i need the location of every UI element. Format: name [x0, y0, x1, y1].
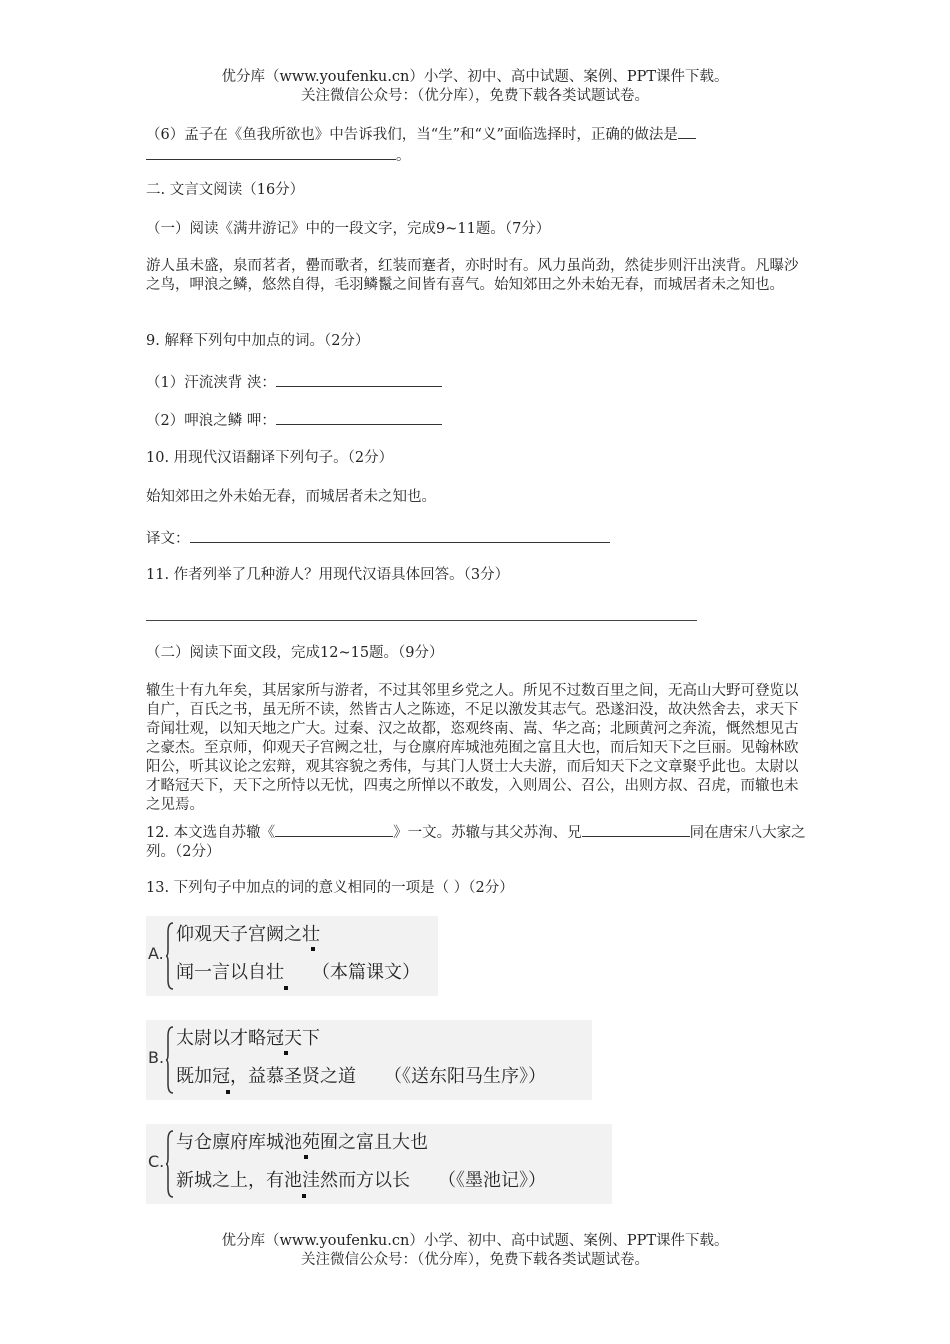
question-9-stem: 9. 解释下列句中加点的词。（2分）	[146, 333, 370, 349]
emphasis-dot	[284, 986, 288, 990]
emphasis-dot	[226, 1090, 230, 1094]
option-c-source: （《墨池记》）	[438, 1170, 546, 1191]
option-c-line-2	[176, 1166, 546, 1192]
option-c-line-2-text: 新城之上，有池洼然而方以长	[176, 1170, 410, 1191]
option-c-letter: C.	[148, 1152, 165, 1171]
question-11-stem: 11. 作者列举了几种游人？用现代汉语具体回答。（3分）	[146, 567, 510, 583]
part-2-passage: 辙生十有九年矣，其居家所与游者，不过其邻里乡党之人。所见不过数百里之间，无高山大野可登览以自广，百氏之书，虽无所不读，然皆古人之陈迹，不足以激发其志气。恐遂汩没，故决然舍去，求天下奇闻壮观，以知天地之广大。过秦、汉之故都，恣观终南、嵩、华之高；北顾黄河之奔流，慨然想见古之豪杰。至京师，仰观天子宫阙之壮，与仓廪府库城池苑囿之富且大也，而后知天下之巨丽。见翰林欧阳公，听其议论之宏辩，观其容貌之秀伟，与其门人贤士大夫游，而后知天下之文章聚乎此也。太尉以才略冠天下，天下之所恃以无忧，四夷之所惮以不敢发，入则周公、召公，出则方叔、召虎，而辙也未之见焉。	[146, 683, 799, 813]
footer-line-2: 关注微信公众号：（优分库），免费下载各类试题试卷。	[301, 1252, 649, 1268]
page-footer	[0, 1232, 950, 1270]
translation-blank	[190, 528, 610, 543]
option-a-line-2	[176, 958, 420, 984]
brace-icon	[166, 1026, 174, 1094]
question-6-end: 。	[396, 148, 411, 164]
header-line-2: 关注微信公众号：（优分库），免费下载各类试题试卷。	[301, 88, 649, 104]
option-b-line-1: 太尉以才略冠天下	[176, 1028, 320, 1049]
question-12-text-1: 12. 本文选自苏辙《	[146, 825, 276, 841]
question-11-answer-line	[146, 620, 697, 621]
option-a-line-1: 仰观天子宫阙之壮	[176, 924, 320, 945]
question-12-blank-2	[582, 822, 690, 837]
question-10-translation	[146, 528, 810, 549]
brace-icon	[166, 922, 174, 990]
question-9-item-1-blank	[276, 372, 442, 387]
emphasis-dot	[311, 947, 315, 951]
question-13-stem: 13. 下列句子中加点的词的意义相同的一项是（ ）（2分）	[146, 880, 514, 896]
section-2-title: 二. 文言文阅读（16分）	[146, 182, 305, 198]
question-12-text-2: 》一文。苏辙与其父苏洵、兄	[393, 825, 582, 841]
emphasis-dot	[304, 1155, 308, 1159]
question-10-sentence: 始知郊田之外未始无春，而城居者未之知也。	[146, 489, 436, 505]
question-9-item-2-blank	[276, 410, 442, 425]
question-9-item-2-text: （2）呷浪之鳞 呷：	[146, 413, 276, 429]
question-6-text: （6）孟子在《鱼我所欲也》中告诉我们，当“生”和“义”面临选择时，正确的做法是	[146, 127, 678, 143]
option-b[interactable]	[146, 1020, 592, 1100]
option-a-source: （本篇课文）	[312, 962, 420, 983]
option-c[interactable]	[146, 1124, 612, 1204]
page-header	[0, 68, 950, 106]
option-b-line-2-text: 既加冠，益慕圣贤之道	[176, 1066, 356, 1087]
option-a-letter: A.	[148, 944, 164, 963]
part-1-intro: （一）阅读《满井游记》中的一段文字，完成9~11题。（7分）	[146, 221, 551, 237]
question-9-item-1-text: （1）汗流浃背 浃：	[146, 375, 276, 391]
option-a[interactable]	[146, 916, 438, 996]
question-9-item-2	[146, 410, 810, 431]
option-b-line-2	[176, 1062, 546, 1088]
option-b-letter: B.	[148, 1048, 165, 1067]
option-a-line-2-text: 闻一言以自壮	[176, 962, 284, 983]
emphasis-dot	[284, 1051, 288, 1055]
part-1-passage: 游人虽未盛，泉而茗者，罍而歌者，红装而蹇者，亦时时有。风力虽尚劲，然徒步则汗出浃背。凡曝沙之鸟，呷浪之鳞，悠然自得，毛羽鳞鬣之间皆有喜气。始知郊田之外未始无春，而城居者未之知也。	[146, 258, 799, 293]
emphasis-dot	[302, 1194, 306, 1198]
header-line-1: 优分库（www.youfenku.cn）小学、初中、高中试题、案例、PPT课件下载。	[221, 69, 729, 85]
brace-icon	[166, 1130, 174, 1198]
option-b-source: （《送东阳马生序》）	[384, 1066, 546, 1087]
footer-line-1: 优分库（www.youfenku.cn）小学、初中、高中试题、案例、PPT课件下载。	[221, 1233, 729, 1249]
part-2-intro: （二）阅读下面文段，完成12~15题。（9分）	[146, 645, 444, 661]
question-6-blank-a	[678, 124, 696, 139]
option-c-line-1: 与仓廪府库城池苑囿之富且大也	[176, 1132, 428, 1153]
question-6-blank-b	[146, 145, 396, 160]
question-9-item-1	[146, 372, 810, 393]
question-6	[146, 124, 810, 166]
translation-label: 译文：	[146, 531, 190, 547]
question-12-text-3: 同在唐宋八大家之列。（2分）	[146, 825, 806, 860]
question-12-blank-1	[275, 822, 393, 837]
question-10-stem: 10. 用现代汉语翻译下列句子。（2分）	[146, 450, 394, 466]
question-12	[146, 822, 810, 862]
